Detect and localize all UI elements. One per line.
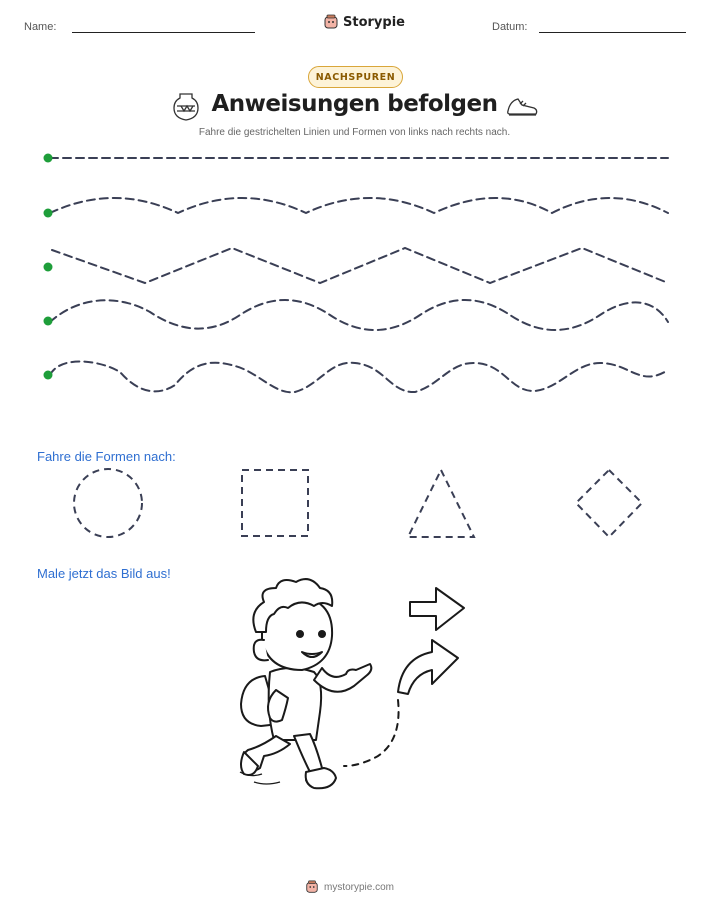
- storypie-logo-icon: [305, 880, 319, 894]
- brand-name: Storypie: [343, 14, 405, 30]
- page-title: Anweisungen befolgen: [211, 91, 498, 117]
- boy-arm-right: [314, 664, 371, 692]
- instructions: Fahre die gestrichelten Linien und Formen von links nach rechts nach.: [198, 127, 511, 138]
- shapes-heading: Fahre die Formen nach:: [37, 449, 176, 464]
- date-label: Datum:: [492, 21, 528, 33]
- coloring-heading: Male jetzt das Bild aus!: [37, 566, 171, 581]
- name-label: Name:: [24, 21, 57, 33]
- arrow-top: [410, 588, 464, 630]
- arrow-curved: [398, 640, 458, 694]
- category-badge: NACHSPUREN: [308, 66, 403, 88]
- boy-eye: [297, 631, 303, 637]
- arrow-dashed-trail[interactable]: [344, 700, 399, 766]
- footer: [305, 880, 394, 894]
- boy-shoe-front: [306, 768, 336, 788]
- boy-eye: [319, 631, 325, 637]
- footer-url[interactable]: mystorypie.com: [324, 881, 395, 893]
